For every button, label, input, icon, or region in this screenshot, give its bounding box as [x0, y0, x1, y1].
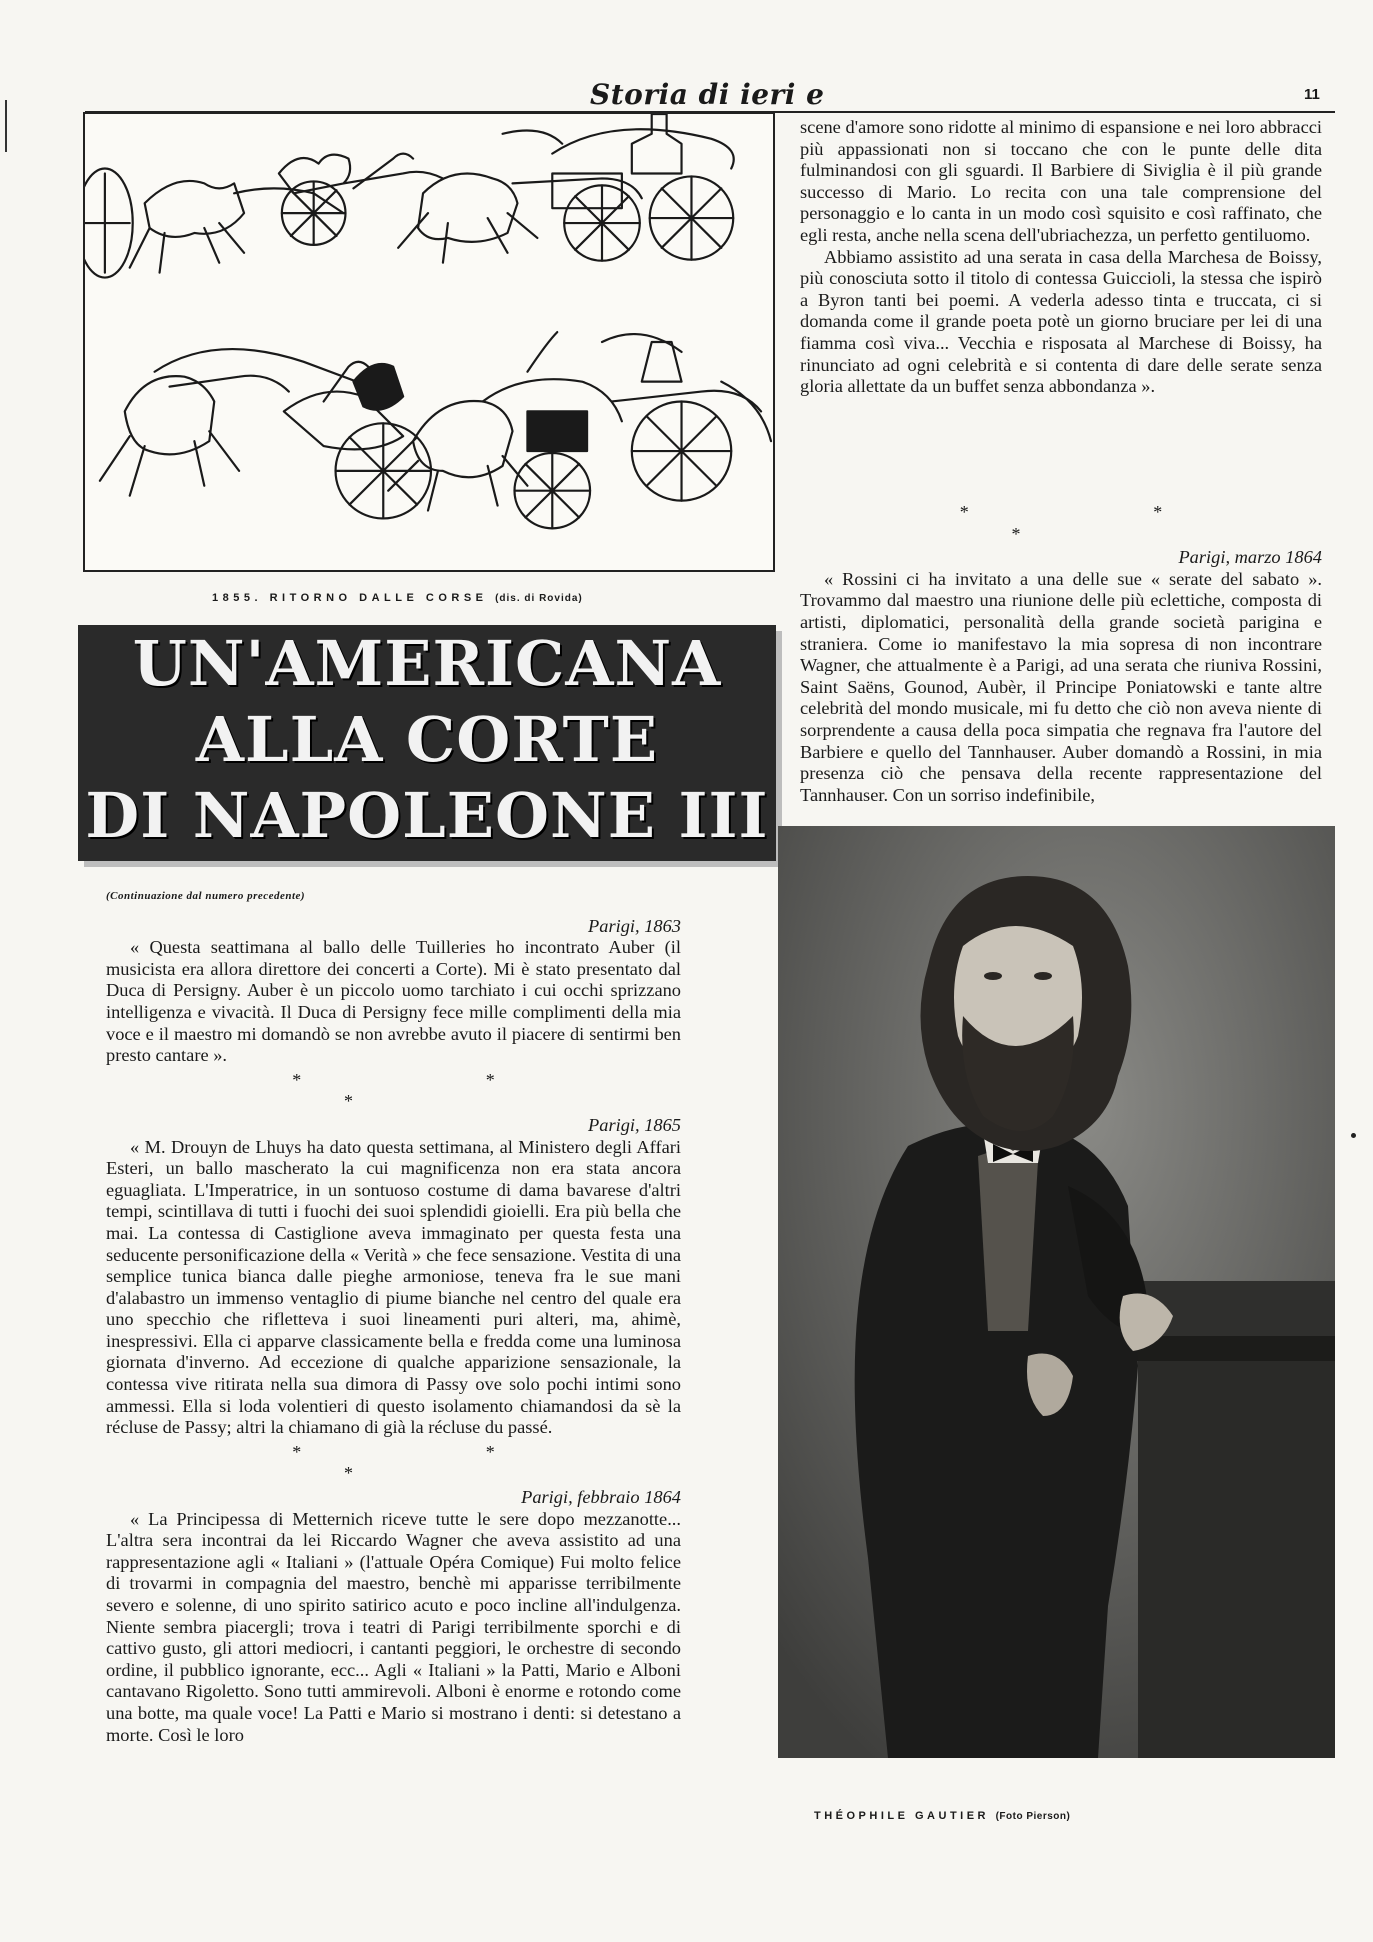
left-paragraph-2: « M. Drouyn de Lhuys ha dato questa settimana, al Ministero degli Affari Esteri, un ballo mascherato la cui magnificenza non era stata ancora eguagliata. L'Imperatrice, in un sontuoso costume di dama bavarese d'altri tempi, scintillava di tutti i fuochi dei suoi splendidi gioielli. Era più bella che mai. La contessa di Castiglione aveva immaginato per questa festa una seducente personificazione della « Verità » che fece sensazione. Vestita di una semplice tunica bianca dalle pieghe armoniose, teneva fra le sue mani d'alabastro un immenso ventaglio di piume bianche nel centro del quale era uno specchio che rifletteva i suoi lineamenti puri alteri, ma, ahimè, inespressivi. Ella ci apparve classicamente bella e fredda come una luminosa giornata d'inverno. Ad eccezione di qualche apparizione sensazionale, la contessa vive ritirata nella sua dimora di Passy ove solo pochi intimi sono ammessi. Ella si loda volentieri di questo isolamento chiamandosi da sè la récluse de Passy; altri la chiamano di già la récluse du passé.: [106, 1136, 681, 1438]
portrait-caption-text: THÉOPHILE GAUTIER: [814, 1810, 990, 1822]
section-separator: * * *: [959, 502, 1253, 544]
illustration-credit: (dis. di Rovida): [495, 593, 583, 604]
right-paragraph-1: scene d'amore sono ridotte al minimo di espansione e nei loro abbracci più appassionati non si toccano che con le punte delle dita fulminandosi con gli sguardi. Il Barbiere di Siviglia è il più grande successo di Mario. Lo recita con una tale comprensione del personaggio e lo canta in un modo così squisito e così raffinato, che egli resta, anche nella scena dell'ubriachezza, un perfetto gentiluomo.: [800, 117, 1322, 245]
right-paragraph-2: Abbiamo assistito ad una serata in casa della Marchesa de Boissy, più conosciuta sotto il titolo di contessa Guiccioli, la stessa che ispirò a Byron tanti bei poemi. A vederla adesso tinta e truccata, ci si domanda come il grande poeta potè un giorno bruciare per lei di una fiamma così viva... Vecchia e risposata al Marchese di Boissy, ha rinunciato ad ogni celebrità e si contenta di dare delle serate senza gloria allettate da un buffet senza abbondanza ».: [800, 246, 1322, 397]
section-separator: * * *: [292, 1069, 585, 1112]
dateline: Parigi, 1863: [588, 915, 681, 936]
article-headline: [78, 625, 776, 861]
headline-line-1: UN'AMERICANA: [132, 627, 722, 700]
portrait-credit: (Foto Pierson): [995, 1811, 1071, 1822]
margin-dot: [1351, 1133, 1356, 1138]
headline-line-3: DI NAPOLEONE III: [85, 779, 769, 852]
right-column-top: [800, 117, 1322, 398]
illustration-caption-text: 1855. RITORNO DALLE CORSE: [212, 592, 488, 604]
section-separator: * * *: [292, 1441, 585, 1484]
carriage-illustration: [83, 112, 775, 572]
dateline: Parigi, marzo 1864: [1178, 547, 1322, 568]
headline-line-2: ALLA CORTE: [195, 703, 659, 776]
margin-mark: [5, 100, 7, 152]
running-title: Storia di ieri e: [590, 78, 825, 111]
portrait-caption: [814, 1810, 1070, 1822]
right-paragraph-3: « Rossini ci ha invitato a una delle sue « serate del sabato ». Trovammo dal maestro una riunione delle più eclettiche, composta di artisti, diplomatici, personalità della grande società parigina e straniera. Come io manifestavo la mia sopresa di non incontrare Wagner, che attualmente è a Parigi, ad una serata che riuniva Rossini, Saint Saëns, Gounod, Aubèr, il Principe Poniatowski e tante altre celebrità del mondo musicale, mi fu detto che ciò non aveva niente di sorprendente a causa della poca simpatia che regnava fra l'autore del Barbiere e quello del Tannhauser. Auber domandò a Rossini, in mia presenza ciò che pensava della recente rappresentazione del Tannhauser. Con un sorriso indefinibile,: [800, 568, 1322, 805]
portrait-man-icon: [778, 826, 1335, 1758]
portrait-photo: [778, 826, 1335, 1758]
dateline: Parigi, febbraio 1864: [521, 1487, 681, 1508]
page-number: 11: [1304, 86, 1320, 103]
left-paragraph-3: « La Principessa di Metternich riceve tutte le sere dopo mezzanotte... L'altra sera incontrai da lei Riccardo Wagner che aveva assistito ad una rappresentazione agli « Italiani » (l'attuale Opéra Comique) Fui molto felice di trovarmi in compagnia del maestro, benchè mi apparisse terribilmente severo e solenne, di uno spirito satirico acuto e poco incline all'indulgenza. Niente sembra piacergli; trova i teatri di Parigi terribilmente sporchi e di cattivo gusto, gli attori mediocri, i cantanti peggiori, le orchestre di secondo ordine, il pubblico ignorante, ecc... Agli « Italiani » la Patti, Mario e Alboni cantavano Rigoletto. Sono tutti ammirevoli. Alboni è enorme e rotondo come una botte, ma quale voce! La Patti e Mario si mostrano i denti: si detestano a morte. Così le loro: [106, 1508, 681, 1745]
right-column-middle: [800, 499, 1322, 806]
horse-carriages-drawing-icon: [85, 114, 773, 570]
continuation-note: (Continuazione dal numero precedente): [106, 890, 306, 902]
illustration-caption: [212, 592, 583, 604]
left-column: [106, 886, 681, 1746]
left-paragraph-1: « Questa seattimana al ballo delle Tuilleries ho incontrato Auber (il musicista era allora direttore dei concerti a Corte). Mi è stato presentato dal Duca di Persigny. Auber è un piccolo uomo tarchiato i cui occhi sprizzano intelligenza e vivacità. Il Duca di Persigny fece mille complimenti della mia voce e il maestro mi domandò se non avrebbe avuto il piacere di sentirmi ben presto cantare ».: [106, 937, 681, 1066]
dateline: Parigi, 1865: [588, 1114, 681, 1135]
